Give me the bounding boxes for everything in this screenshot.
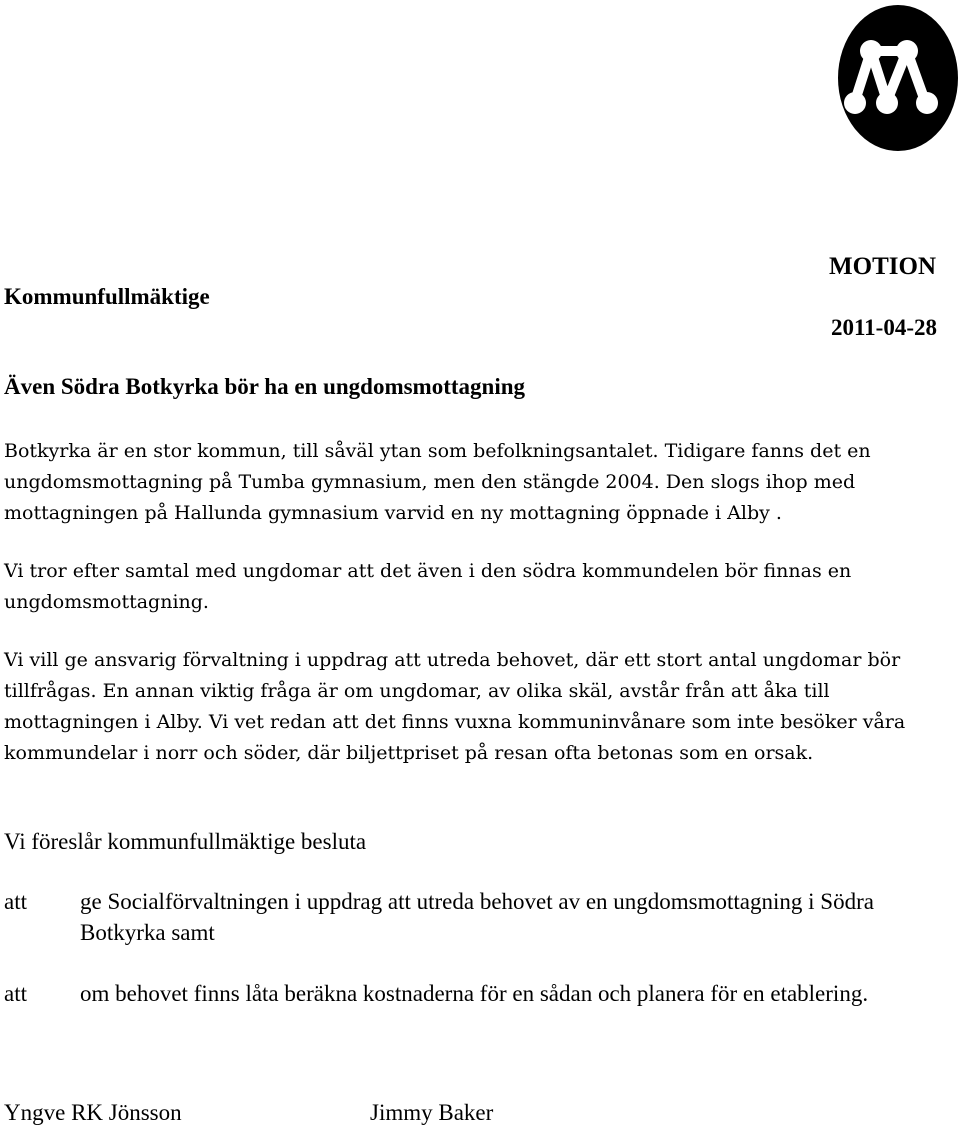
proposal-item-text: om behovet finns låta beräkna kostnaderna för en sådan och planera för en etablering.	[80, 981, 869, 1006]
att-label: att	[4, 889, 27, 914]
proposal-intro: Vi föreslår kommunfullmäktige besluta	[4, 829, 367, 854]
recipient: Kommunfullmäktige	[4, 284, 210, 309]
paragraph-belief: Vi tror efter samtal med ungdomar att det även i den södra kommundelen bör finnas en ungdomsmottagning.	[4, 560, 852, 613]
paragraph-investigation: Vi vill ge ansvarig förvaltning i uppdrag att utreda behovet, där ett stort antal ungdomar bör tillfrågas. En annan viktig fråga är om ungdomar, av olika skäl, avstår från att åka till mottagningen i Alby. Vi vet redan att det finns vuxna kommuninvånare som inte besöker våra kommundelar i norr och söder, där biljettpriset på resan ofta betonas som en orsak.	[4, 649, 906, 764]
document-type: MOTION	[829, 253, 936, 280]
signature-name: Jimmy Baker	[370, 1100, 494, 1125]
moderaterna-logo	[837, 3, 959, 153]
paragraph-background: Botkyrka är en stor kommun, till såväl ytan som befolkningsantalet. Tidigare fanns det en ungdomsmottagning på Tumba gymnasium, men den stängde 2004. Den slogs ihop med mottagningen på Hallunda gymnasium varvid en ny mottagning öppnade i Alby .	[4, 440, 871, 524]
att-label: att	[4, 981, 27, 1006]
document-date: 2011-04-28	[830, 315, 937, 340]
proposal-item-text: ge Socialförvaltningen i uppdrag att utreda behovet av en ungdomsmottagning i Södra Botkyrka samt	[80, 889, 874, 945]
signature-name: Yngve RK Jönsson	[4, 1100, 182, 1125]
motion-title: Även Södra Botkyrka bör ha en ungdomsmottagning	[4, 374, 526, 399]
